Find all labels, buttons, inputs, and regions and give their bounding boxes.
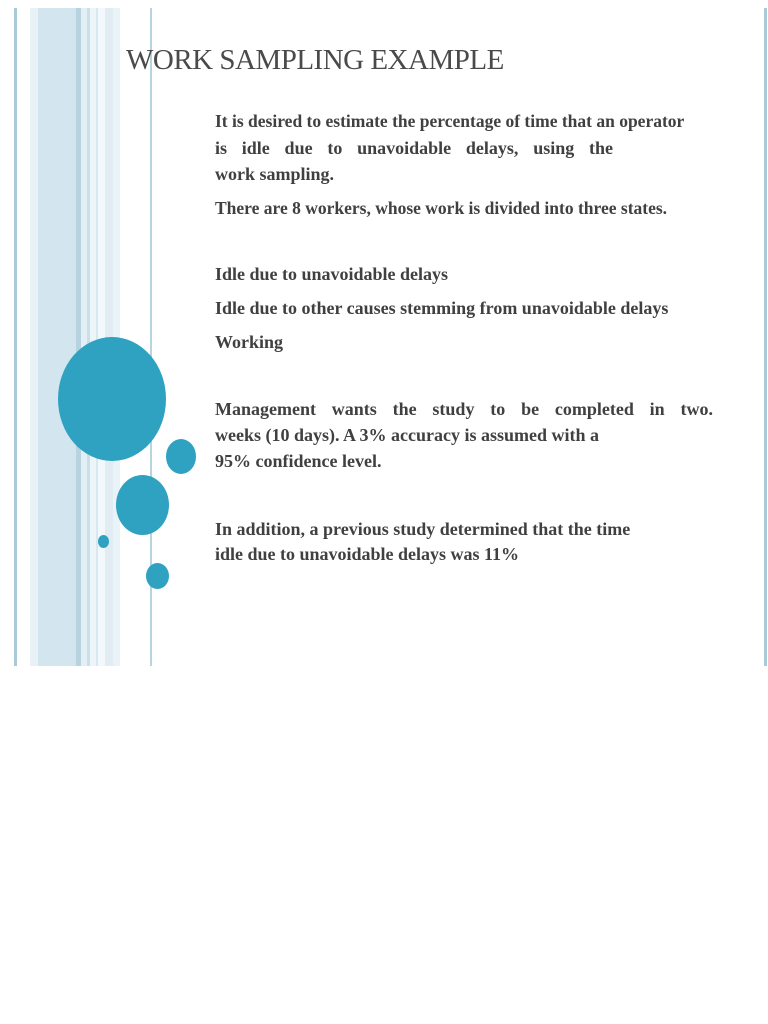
slide-title: WORK SAMPLING EXAMPLE bbox=[126, 44, 504, 76]
decorative-circle-tiny bbox=[98, 535, 109, 548]
paragraph-workers: There are 8 workers, whose work is divided into three states. bbox=[215, 198, 668, 218]
paragraph-intro-line1: It is desired to estimate the percentage of time that an operator bbox=[215, 111, 685, 131]
state-item-3: Working bbox=[215, 332, 284, 352]
decorative-stripe bbox=[38, 8, 76, 666]
state-item-1: Idle due to unavoidable delays bbox=[215, 264, 449, 284]
decorative-circle-large bbox=[58, 337, 166, 461]
paragraph-intro-line2: is idle due to unavoidable delays, using the bbox=[215, 138, 613, 158]
decorative-circle-small bbox=[146, 563, 169, 589]
decorative-stripe bbox=[30, 8, 38, 666]
slide bbox=[14, 8, 768, 666]
paragraph-management-line3: 95% confidence level. bbox=[215, 451, 382, 471]
slide-left-border bbox=[14, 8, 17, 666]
state-item-2: Idle due to other causes stemming from unavoidable delays bbox=[215, 298, 669, 318]
decorative-circle-small bbox=[166, 439, 196, 474]
paragraph-previous-study-line1: In addition, a previous study determined that the time bbox=[215, 519, 631, 539]
paragraph-management-line2: weeks (10 days). A 3% accuracy is assumed with a bbox=[215, 425, 600, 445]
decorative-circle-medium bbox=[116, 475, 169, 535]
paragraph-intro-line3: work sampling. bbox=[215, 164, 335, 184]
paragraph-previous-study-line2: idle due to unavoidable delays was 11% bbox=[215, 544, 520, 564]
slide-right-border bbox=[764, 8, 767, 666]
paragraph-management-line1: Management wants the study to be completed in two. bbox=[215, 399, 713, 419]
